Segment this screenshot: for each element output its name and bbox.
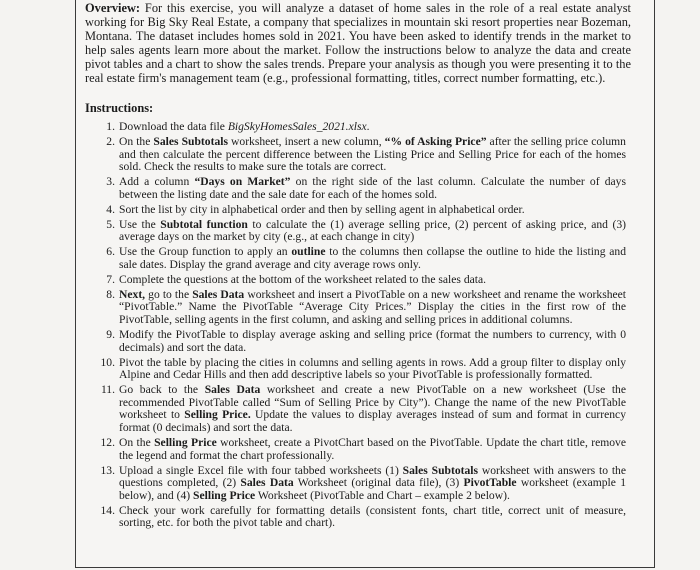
step-text: worksheet, create a PivotChart based on the PivotTable. Update the chart title, remove the legend and format the chart professionally. xyxy=(119,435,626,462)
step-text: Worksheet (PivotTable and Chart – example 2 below). xyxy=(255,488,510,502)
overview-label: Overview: xyxy=(85,1,141,15)
step-text-bold: outline xyxy=(291,245,326,259)
step-text: Upload a single Excel file with four tabbed worksheets (1) xyxy=(119,463,403,477)
step-text: worksheet and insert a PivotTable on a new worksheet and rename the worksheet “PivotTable.” Name the PivotTable “Average City Prices.” Display the cities in the first row of the PivotTable, selling agents in the first column, and asking and selling prices in additional columns. xyxy=(119,287,627,327)
instruction-step xyxy=(93,274,626,287)
step-number: 8. xyxy=(106,287,115,301)
step-number: 12. xyxy=(100,435,115,449)
step-text-bold: Sales Data xyxy=(192,287,245,301)
instruction-step xyxy=(93,329,626,354)
step-text: worksheet, insert a new column, xyxy=(227,134,385,148)
instruction-step xyxy=(93,465,626,503)
step-text: On the xyxy=(119,435,155,449)
step-text: . xyxy=(366,120,370,133)
step-text-bold: Subtotal function xyxy=(160,217,248,231)
step-text: Sort the list by city in alphabetical order and then by selling agent in alphabetical order. xyxy=(119,202,525,216)
step-text: On the xyxy=(119,134,154,148)
step-text: worksheet (example 1 below), and (4) xyxy=(119,476,626,502)
step-text-bold: Next, xyxy=(119,287,146,301)
step-number: 6. xyxy=(106,245,115,259)
step-number: 1. xyxy=(106,120,115,133)
step-text: Go back to the xyxy=(119,383,205,397)
overview-paragraph xyxy=(85,2,631,85)
step-text-bold: “Days on Market” xyxy=(194,175,291,189)
step-text: Worksheet (original data file), (3) xyxy=(293,476,464,490)
step-number: 3. xyxy=(106,175,115,189)
instruction-step xyxy=(93,384,626,434)
step-number: 2. xyxy=(106,134,115,148)
step-number: 10. xyxy=(100,355,115,369)
instructions-list xyxy=(93,121,626,532)
step-text-bold: Sales Data xyxy=(204,383,261,397)
step-text-bold: PivotTable xyxy=(463,476,517,490)
step-text: Use the xyxy=(119,217,161,231)
instructions-heading: Instructions: xyxy=(85,101,154,115)
step-number: 14. xyxy=(100,503,115,517)
instruction-step xyxy=(93,176,626,201)
instruction-step xyxy=(93,219,626,244)
step-text: Download the data file xyxy=(119,120,228,133)
step-number: 11. xyxy=(100,383,115,397)
step-text: to calculate the (1) average selling price, (2) percent of asking price, and (3) average days on the market by city (e.g., at each change in city) xyxy=(119,217,626,244)
step-text-bold: Selling Price xyxy=(154,435,217,449)
instruction-step xyxy=(93,357,626,382)
instruction-step xyxy=(93,289,626,327)
step-text: to the columns then collapse the outline to hide the listing and sale dates. Display the grand average and city average rows only. xyxy=(119,245,626,271)
step-text: on the right side of the last column. Calculate the number of days between the listing date and the sale date for each of the homes sold. xyxy=(119,175,626,201)
step-number: 9. xyxy=(106,328,115,342)
step-text: Check your work carefully for formatting details (consistent fonts, chart title, correct unit of measure, sorting, etc. for both the pivot table and chart). xyxy=(119,503,626,530)
step-text: Use the Group function to apply an xyxy=(119,245,292,259)
step-text-bold: Sales Subtotals xyxy=(153,134,228,148)
step-text: after the selling price column and then calculate the percent difference between the Listing Price and Selling Price for each of the homes sold. Check the results to make sure the totals are correct. xyxy=(119,134,626,174)
step-text-bold: Sales Data xyxy=(240,476,294,490)
step-text-italic: BigSkyHomesSales_2021.xlsx xyxy=(227,120,367,133)
instruction-step xyxy=(93,121,626,134)
step-text: worksheet and create a new PivotTable on a new worksheet (Use the recommended PivotTable called “Sum of Selling Price by City”). Change the name of the new PivotTable worksheet to xyxy=(119,383,626,422)
overview-text: For this exercise, you will analyze a dataset of home sales in the role of a real estate analyst working for Big Sky Real Estate, a company that specializes in mountain ski resort properties near Bozeman, Montana. The dataset includes homes sold in 2021. You have been asked to identify trends in the market to help sales agents learn more about the market. Follow the instructions below to analyze the data and create pivot tables and a chart to show the sales trends. Prepare your analysis as though you were presenting it to the real estate firm's management team (e.g., professional formatting, titles, correct number formatting, etc.). xyxy=(85,1,631,85)
step-text-bold: Selling Price. xyxy=(184,408,251,422)
step-text: Complete the questions at the bottom of the worksheet related to the sales data. xyxy=(119,272,487,286)
instruction-step xyxy=(93,204,626,217)
instruction-step xyxy=(93,505,626,530)
step-text-bold: “% of Asking Price” xyxy=(384,134,487,148)
step-text: Update the values to display averages instead of sum and format in currency format (0 decimals) and sort the data. xyxy=(119,408,626,434)
instruction-step xyxy=(93,136,626,174)
step-number: 7. xyxy=(106,272,115,286)
step-number: 5. xyxy=(106,217,115,231)
instruction-step xyxy=(93,246,626,271)
step-text: go to the xyxy=(145,287,193,301)
step-text: Modify the PivotTable to display average asking and selling price (format the numbers to currency, with 0 decimals) and sort the data. xyxy=(119,328,626,354)
step-text-bold: Sales Subtotals xyxy=(402,463,479,477)
step-text: worksheet with answers to the questions completed, (2) xyxy=(119,463,626,490)
step-text: Pivot the table by placing the cities in columns and selling agents in rows. Add a group filter to display only Alpine and Cedar Hills and then add descriptive labels so your PivotTable is professionally formatted. xyxy=(119,355,626,382)
step-text-bold: Selling Price xyxy=(193,488,256,502)
step-number: 4. xyxy=(106,202,115,216)
step-number: 13. xyxy=(100,463,115,477)
step-text: Add a column xyxy=(119,175,195,189)
instruction-step xyxy=(93,437,626,462)
